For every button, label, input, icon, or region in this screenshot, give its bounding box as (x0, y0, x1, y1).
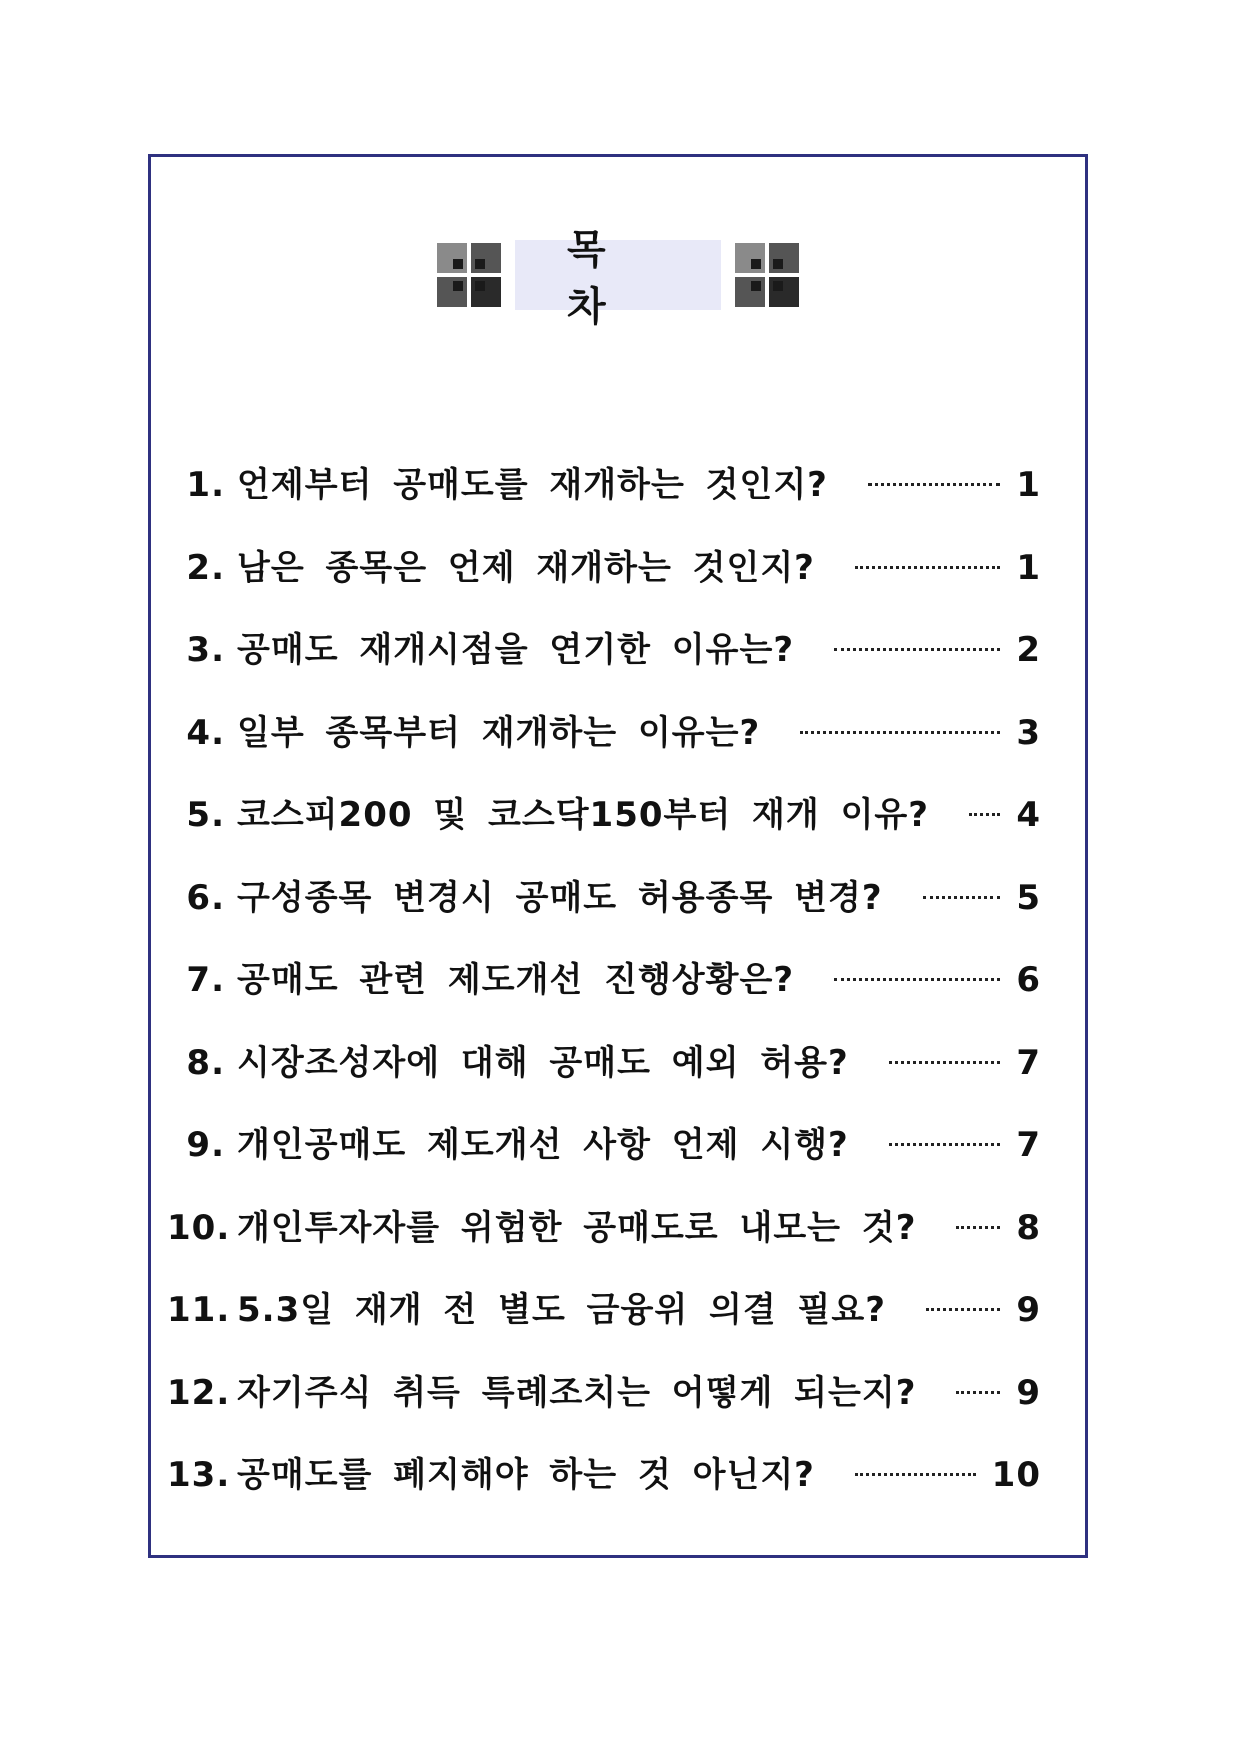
entry-number: 7. (186, 960, 225, 1000)
entry-page: 9 (1016, 1372, 1041, 1413)
toc-entry[interactable] (167, 540, 1041, 623)
entry-number: 8. (186, 1042, 225, 1083)
entry-number: 5. (186, 795, 225, 835)
entry-text: 공매도를 폐지해야 하는 것 아닌지? (237, 1455, 815, 1495)
toc-entry[interactable] (167, 1035, 1041, 1118)
entry-page: 9 (1016, 1290, 1041, 1330)
toc-frame (148, 154, 1088, 1558)
entry-number: 2. (186, 547, 225, 588)
left-ornament-icon (437, 243, 501, 307)
dot-leader (926, 1308, 1000, 1311)
entry-number: 13. (167, 1455, 231, 1495)
entry-page: 7 (1016, 1125, 1041, 1165)
dot-leader (969, 813, 1000, 816)
entry-page: 2 (1016, 630, 1041, 670)
dot-leader (834, 648, 1000, 651)
entry-text: 공매도 재개시점을 연기한 이유는? (237, 630, 795, 670)
right-ornament-icon (735, 243, 799, 307)
dot-leader (868, 483, 1000, 486)
dot-leader (956, 1226, 1000, 1229)
entry-page: 5 (1016, 877, 1041, 918)
entry-text: 코스피200 및 코스닥150부터 재개 이유? (237, 795, 929, 835)
dot-leader (956, 1391, 1000, 1394)
entry-number: 10. (167, 1207, 231, 1248)
entry-text: 공매도 관련 제도개선 진행상황은? (237, 960, 795, 1000)
dot-leader (889, 1143, 1001, 1146)
entry-number: 6. (186, 877, 225, 918)
entry-number: 4. (186, 712, 225, 753)
entry-text: 시장조성자에 대해 공매도 예외 허용? (237, 1042, 849, 1083)
toc-entry[interactable] (167, 1365, 1041, 1448)
toc-entry[interactable] (167, 870, 1041, 953)
entry-number: 1. (186, 465, 225, 505)
toc-entry[interactable] (167, 457, 1041, 540)
toc-entry[interactable] (167, 705, 1041, 788)
entry-page: 10 (991, 1455, 1041, 1495)
entry-number: 12. (167, 1372, 231, 1413)
toc-list (167, 457, 1041, 1530)
entry-text: 자기주식 취득 특례조치는 어떻게 되는지? (237, 1372, 917, 1413)
toc-entry[interactable] (167, 1282, 1041, 1365)
toc-entry[interactable] (167, 952, 1041, 1035)
entry-text: 개인투자자를 위험한 공매도로 내모는 것? (237, 1207, 917, 1248)
toc-entry[interactable] (167, 787, 1041, 870)
entry-text: 언제부터 공매도를 재개하는 것인지? (237, 465, 828, 505)
entry-page: 4 (1016, 795, 1041, 835)
entry-page: 1 (1016, 465, 1041, 505)
entry-text: 남은 종목은 언제 재개하는 것인지? (237, 547, 815, 588)
dot-leader (834, 978, 1000, 981)
entry-page: 1 (1016, 547, 1041, 588)
entry-page: 8 (1016, 1207, 1041, 1248)
entry-number: 3. (186, 630, 225, 670)
entry-number: 9. (186, 1125, 225, 1165)
entry-page: 6 (1016, 960, 1041, 1000)
entry-text: 일부 종목부터 재개하는 이유는? (237, 712, 761, 753)
entry-number: 11. (167, 1290, 231, 1330)
toc-title: 목 차 (515, 240, 721, 310)
entry-text: 구성종목 변경시 공매도 허용종목 변경? (237, 877, 883, 918)
dot-leader (800, 731, 1000, 734)
toc-title-row (151, 227, 1085, 330)
entry-page: 3 (1016, 712, 1041, 753)
dot-leader (923, 896, 1001, 899)
toc-entry[interactable] (167, 1447, 1041, 1530)
entry-page: 7 (1016, 1042, 1041, 1083)
dot-leader (855, 566, 1000, 569)
toc-entry[interactable] (167, 1117, 1041, 1200)
dot-leader (855, 1473, 976, 1476)
entry-text: 5.3일 재개 전 별도 금융위 의결 필요? (237, 1290, 886, 1330)
toc-entry[interactable] (167, 1200, 1041, 1283)
entry-text: 개인공매도 제도개선 사항 언제 시행? (237, 1125, 849, 1165)
dot-leader (889, 1061, 1001, 1064)
toc-entry[interactable] (167, 622, 1041, 705)
